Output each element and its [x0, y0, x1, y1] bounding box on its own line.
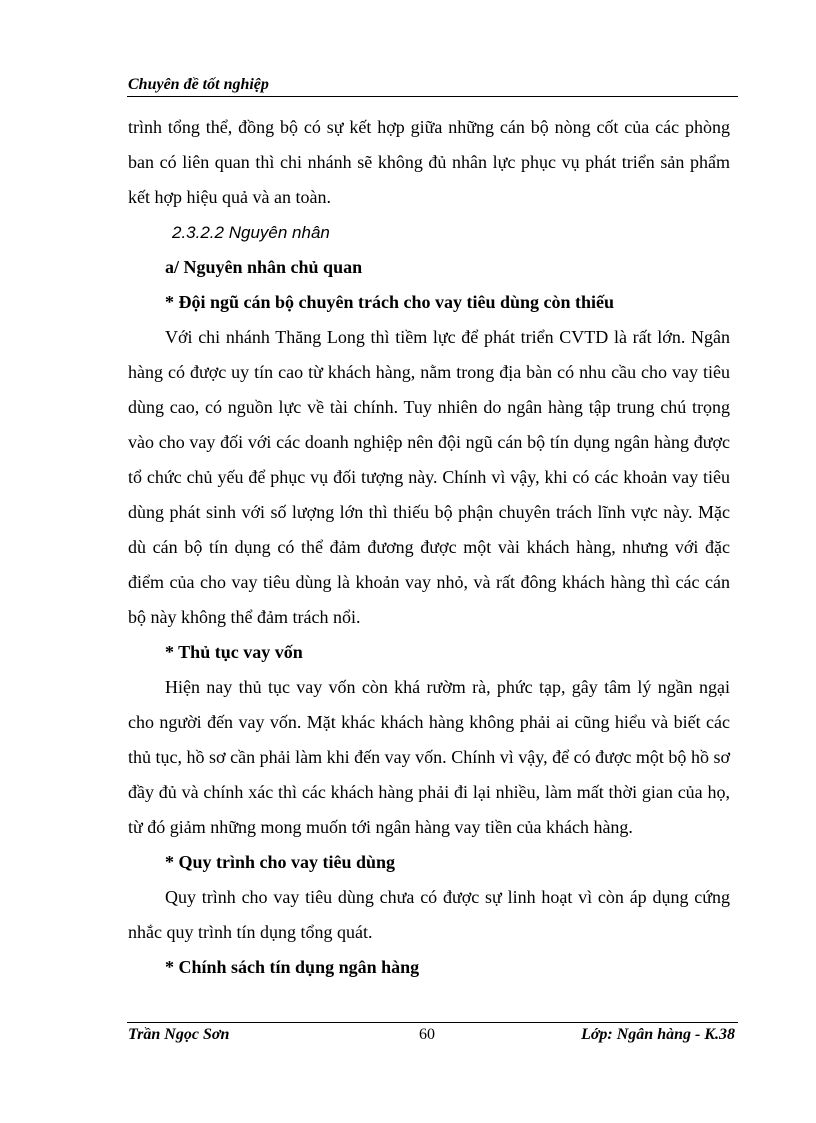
header-title: Chuyên đề tốt nghiệp [128, 76, 269, 93]
paragraph-staff-shortage: Với chi nhánh Thăng Long thì tiềm lực để phát triển CVTD là rất lớn. Ngân hàng có được uy tín cao từ khách hàng, nằm trong địa bàn có nhu cầu cho vay tiêu dùng cao, có nguồn lực về tài chính. Tuy nhiên do ngân hàng tập trung chú trọng vào cho vay đối với các doanh nghiệp nên đội ngũ cán bộ tín dụng ngân hàng được tổ chức chủ yếu để phục vụ đối tượng này. Chính vì vậy, khi có các khoản vay tiêu dùng phát sinh với số lượng lớn thì thiếu bộ phận chuyên trách lĩnh vực này. Mặc dù cán bộ tín dụng có thể đảm đương được một vài khách hàng, nhưng với đặc điểm của cho vay tiêu dùng là khoản vay nhỏ, và rất đông khách hàng thì các cán bộ này không thể đảm trách nổi. [128, 327, 730, 627]
page-body [128, 110, 730, 985]
item-heading-loan-process: * Quy trình cho vay tiêu dùng [165, 852, 396, 872]
item-heading-staff-shortage: * Đội ngũ cán bộ chuyên trách cho vay tiêu dùng còn thiếu [165, 292, 615, 312]
item-heading-credit-policy: * Chính sách tín dụng ngân hàng [165, 957, 420, 977]
paragraph-loan-process: Quy trình cho vay tiêu dùng chưa có được sự linh hoạt vì còn áp dụng cứng nhắc quy trình tín dụng tổng quát. [128, 887, 730, 942]
page-header [127, 74, 738, 97]
footer-divider [127, 1022, 738, 1023]
subheading-subjective-causes: a/ Nguyên nhân chủ quan [165, 257, 363, 277]
paragraph-continuation: trình tổng thể, đồng bộ có sự kết hợp giữa những cán bộ nòng cốt của các phòng ban có liên quan thì chi nhánh sẽ không đủ nhân lực phục vụ phát triển sản phẩm kết hợp hiệu quả và an toàn. [128, 117, 730, 207]
item-heading-loan-procedure: * Thủ tục vay vốn [165, 642, 303, 662]
page-footer [127, 1026, 738, 1050]
section-heading: 2.3.2.2 Nguyên nhân [172, 223, 330, 242]
paragraph-loan-procedure: Hiện nay thủ tục vay vốn còn khá rườm rà, phức tạp, gây tâm lý ngần ngại cho người đến vay vốn. Mặt khác khách hàng không phải ai cũng hiểu và biết các thủ tục, hồ sơ cần phải làm khi đến vay vốn. Chính vì vậy, để có được một bộ hồ sơ đầy đủ và chính xác thì các khách hàng phải đi lại nhiều, làm mất thời gian của họ, từ đó giảm những mong muốn tới ngân hàng vay tiền của khách hàng. [128, 677, 730, 837]
footer-author: Trần Ngọc Sơn [128, 1026, 230, 1043]
footer-class: Lớp: Ngân hàng - K.38 [581, 1026, 735, 1043]
page-number: 60 [419, 1026, 435, 1043]
